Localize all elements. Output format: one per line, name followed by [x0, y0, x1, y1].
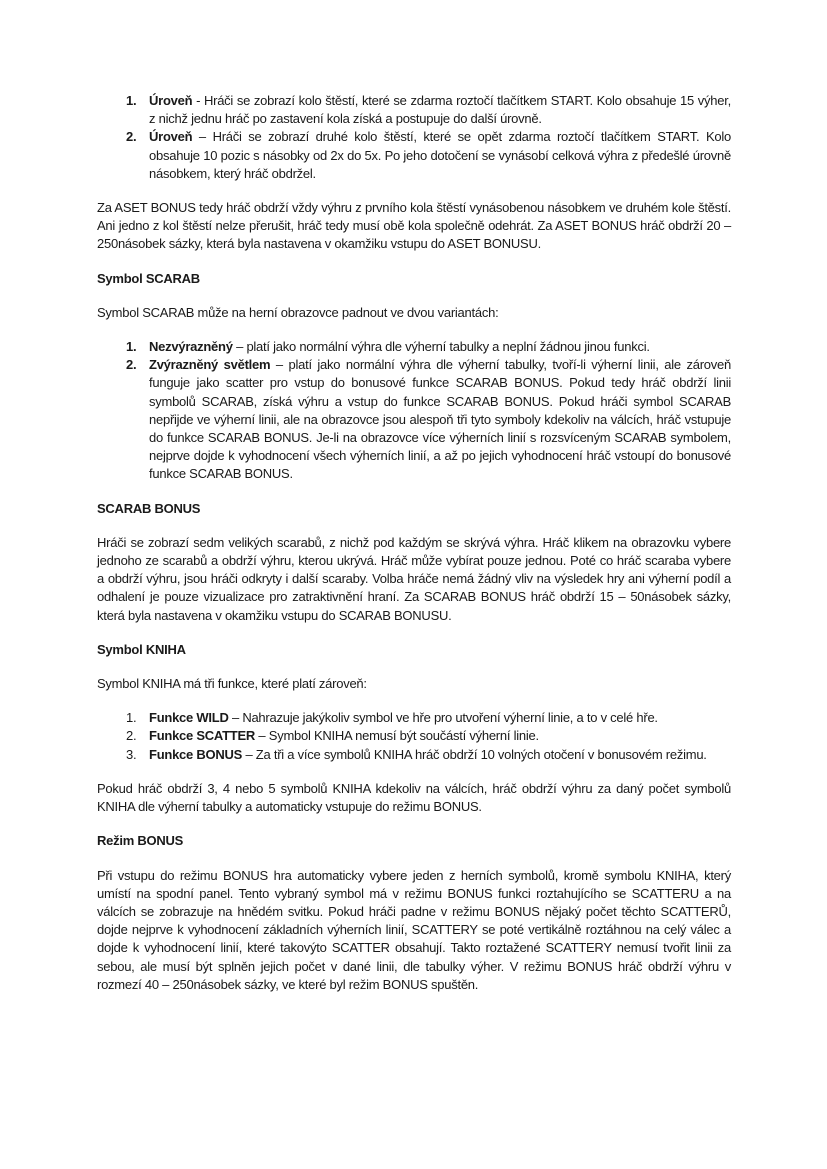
scarab-intro-paragraph: Symbol SCARAB může na herní obrazovce padnout ve dvou variantách: — [97, 304, 499, 320]
list-text: Hráči se zobrazí druhé kolo štěstí, které se opět zdarma roztočí tlačítkem START. Kolo obsahuje 10 pozic s násobky od 2x do 5x. Po jeho dotočení se vynásobí celková výhra z předešlé úrovně násobkem, který hráč obdržel. — [149, 129, 731, 181]
kniha-heading: Symbol KNIHA — [97, 641, 186, 657]
list-item — [97, 727, 731, 745]
kniha-functions-list — [97, 709, 731, 764]
list-term: Funkce SCATTER — [149, 728, 256, 744]
list-term: Zvýrazněný světlem — [149, 357, 271, 373]
list-text: platí jako normální výhra dle výherní tabulky a neplní žádnou jinou funkci. — [246, 339, 650, 355]
list-separator: – — [228, 710, 243, 726]
list-item — [97, 746, 731, 764]
kniha-intro-paragraph: Symbol KNIHA má tři funkce, které platí zároveň: — [97, 676, 367, 692]
list-number: 3. — [126, 746, 137, 762]
list-item — [97, 356, 731, 483]
bonus-mode-paragraph: Při vstupu do režimu BONUS hra automaticky vybere jeden z herních symbolů, kromě symbolu KNIHA, který umístí na spodní panel. Tento vybraný symbol má v režimu BONUS funkci roztahujícího se SCATTERU a na válcích se zobrazuje na hnědém svitku. Pokud hráči padne v režimu BONUS nějaký počet těchto SCATTERŮ, dojde nejprve k vyhodnocení základních výherních linií, SCATTERY se poté vertikálně roztáhnou na celý válec a dojde k vyhodnocení linií, které takovýto SCATTER obsahují. Takto roztažené SCATTERY nemusí tvořit linii za sebou, ale musí být splněn jejich počet v dané linii, dle tabulky výher. V režimu BONUS hráč obdrží výhru v rozmezí 40 – 250násobek sázky, ve které byl režim BONUS spuštěn. — [97, 867, 731, 992]
list-number: 1. — [126, 710, 137, 726]
list-term: Nezvýrazněný — [149, 339, 233, 355]
list-separator: – — [255, 728, 269, 744]
list-separator: – — [192, 129, 213, 145]
list-number: 1. — [126, 93, 137, 108]
list-text: platí jako normální výhra dle výherní tabulky, tvoří-li výherní linii, ale zároveň funguje jako scatter pro vstup do bonusové funkce SCARAB BONUS. Pokud tedy hráč obdrží linii symbolů SCARAB, získá výhru a vstup do funkce SCARAB BONUS. Pokud hráči symbol SCARAB nepřijde ve výherní linii, ale na obrazovce jsou alespoň tři tyto symboly kdekoliv na válcích, hráč vstupuje do funkce SCARAB BONUS. Je-li na obrazovce více výherních linií s rozsvíceným SCARAB symbolem, nejprve dojde k vyhodnocení všech výherních linií, a až po jejich vyhodnocení hráč vstoupí do bonusové funkce SCARAB BONUS. — [149, 357, 731, 482]
list-text: Za tři a více symbolů KNIHA hráč obdrží 10 volných otočení v bonusovém režimu. — [255, 746, 707, 762]
scarab-bonus-paragraph: Hráči se zobrazí sedm velikých scarabů, z nichž pod každým se skrývá výhra. Hráč klikem na obrazovku vybere jednoho ze scarabů a obdrží výhru, kterou ukrývá. Hráč může vybírat pouze jednou. Poté co hráč scaraba vybere a obdrží výhru, jsou hráči odkryty i další scaraby. Volba hráče nemá žádný vliv na výsledek hry ani výherní podíl a odhalení je pouze vizualizace pro zatraktivnění hraní. Za SCARAB BONUS hráč obdrží 15 – 50násobek sázky, která byla nastavena v okamžiku vstupu do SCARAB BONUSU. — [97, 534, 731, 623]
list-item — [97, 709, 731, 727]
list-item — [97, 338, 731, 356]
bonus-mode-heading: Režim BONUS — [97, 833, 184, 849]
list-term: Úroveň — [149, 129, 193, 145]
list-term: Úroveň — [149, 93, 193, 108]
list-text: Hráči se zobrazí kolo štěstí, které se zdarma roztočí tlačítkem START. Kolo obsahuje 15 výher, z nichž jednu hráč po zastavení kola získá a postupuje do další úrovně. — [149, 93, 731, 127]
scarab-heading: Symbol SCARAB — [97, 270, 200, 286]
list-item — [97, 92, 731, 128]
aset-summary-paragraph: Za ASET BONUS tedy hráč obdrží vždy výhru z prvního kola štěstí vynásobenou násobkem ve druhém kole štěstí. Ani jedno z kol štěstí nelze přerušit, hráč tedy musí obě kola společně odehrát. Za ASET BONUS hráč obdrží 20 – 250násobek sázky, která byla nastavena v okamžiku vstupu do ASET BONUSU. — [97, 200, 731, 252]
kniha-outro-paragraph: Pokud hráč obdrží 3, 4 nebo 5 symbolů KNIHA kdekoliv na válcích, hráč obdrží výhru za daný počet symbolů KNIHA dle výherní tabulky a automaticky vstupuje do režimu BONUS. — [97, 780, 731, 815]
list-separator: – — [232, 339, 247, 355]
list-text: Nahrazuje jakýkoliv symbol ve hře pro utvoření výherní linie, a to v celé hře. — [242, 710, 658, 726]
scarab-variants-list — [97, 338, 731, 484]
list-item — [97, 128, 731, 183]
scarab-bonus-heading: SCARAB BONUS — [97, 500, 201, 516]
list-term: Funkce BONUS — [149, 746, 243, 762]
list-number: 2. — [126, 728, 137, 744]
aset-levels-list — [97, 92, 731, 183]
list-number: 2. — [126, 129, 137, 145]
list-separator: – — [242, 746, 256, 762]
list-text: Symbol KNIHA nemusí být součástí výherní linie. — [268, 728, 539, 744]
document-page — [97, 92, 731, 1010]
list-number: 1. — [126, 339, 137, 355]
list-number: 2. — [126, 357, 137, 373]
list-separator: - — [192, 93, 204, 108]
list-separator: – — [270, 357, 289, 373]
list-term: Funkce WILD — [149, 710, 229, 726]
